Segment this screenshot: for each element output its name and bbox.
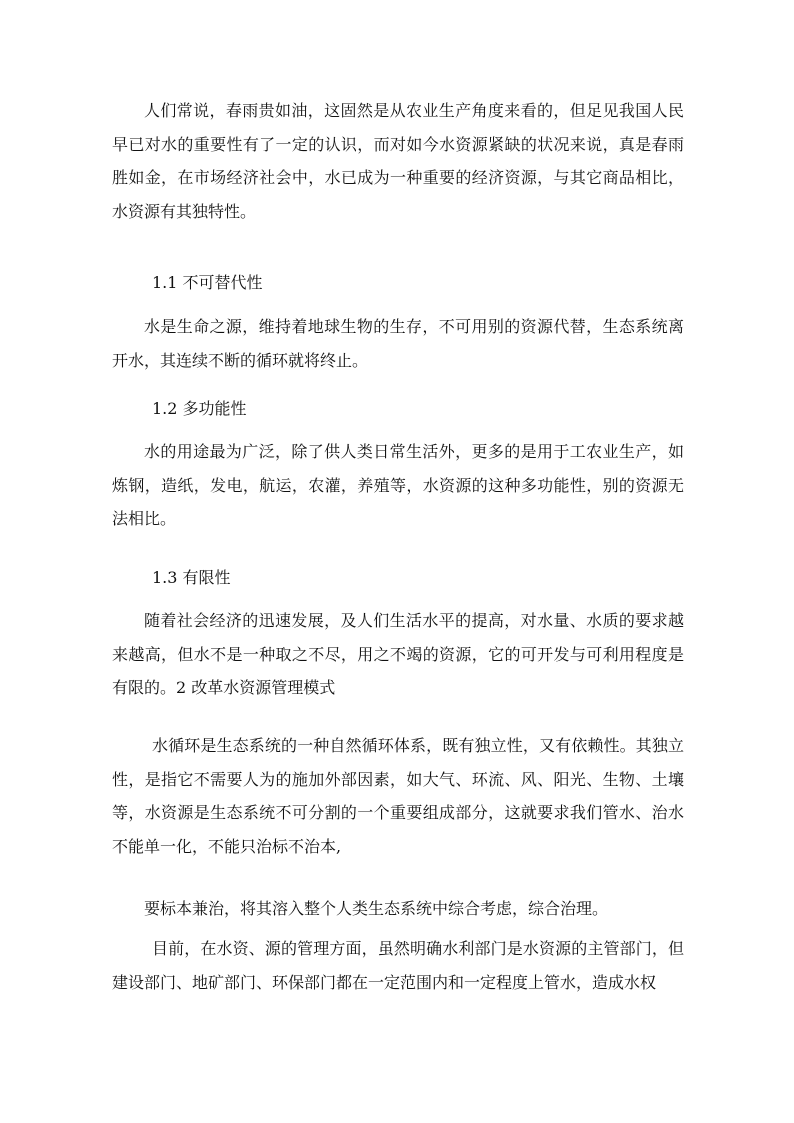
paragraph-spring-rain: 人们常说，春雨贵如油，这固然是从农业生产角度来看的，但足见我国人民早已对水的重要性有了一定的认识，而对如今水资源紧缺的状况来说，真是春雨胜如金，在市场经济社会中，水已成为一种重要的经济资源，与其它商品相比，水资源有其独特性。 [112,101,684,221]
paragraph-source-of-life: 水是生命之源，维持着地球生物的生存，不可用别的资源代替，生态系统离开水，其连续不断的循环就将终止。 [112,317,684,370]
heading-limited: 1.3 有限性 [152,568,231,587]
paragraph-current-management: 目前，在水资、源的管理方面，虽然明确水利部门是水资源的主管部门，但建设部门、地矿部门、环保部门都在一定范围内和一定程度上管水，造成水权 [112,939,684,992]
paragraph-water-cycle: 水循环是生态系统的一种自然循环体系，既有独立性，又有依赖性。其独立性，是指它不需要人为的施加外部因素，如大气、环流、风、阳光、生物、土壤等，水资源是生态系统不可分割的一个重要组成部分，这就要求我们管水、治水不能单一化，不能只治标不治本, [112,736,684,856]
paragraph-water-uses: 水的用途最为广泛，除了供人类日常生活外，更多的是用于工农业生产，如炼钢，造纸，发电，航运，农灌，养殖等，水资源的这种多功能性，别的资源无法相比。 [112,442,684,528]
paragraph-comprehensive-treatment: 要标本兼治，将其溶入整个人类生态系统中综合考虑，综合治理。 [144,899,609,918]
heading-irreplaceable: 1.1 不可替代性 [152,273,263,292]
paragraph-limited-resource: 随着社会经济的迅速发展，及人们生活水平的提高，对水量、水质的要求越来越高，但水不是一种取之不尽，用之不竭的资源，它的可开发与可利用程度是有限的。2 改革水资源管理模式 [112,611,684,697]
heading-multifunctional: 1.2 多功能性 [152,399,247,418]
